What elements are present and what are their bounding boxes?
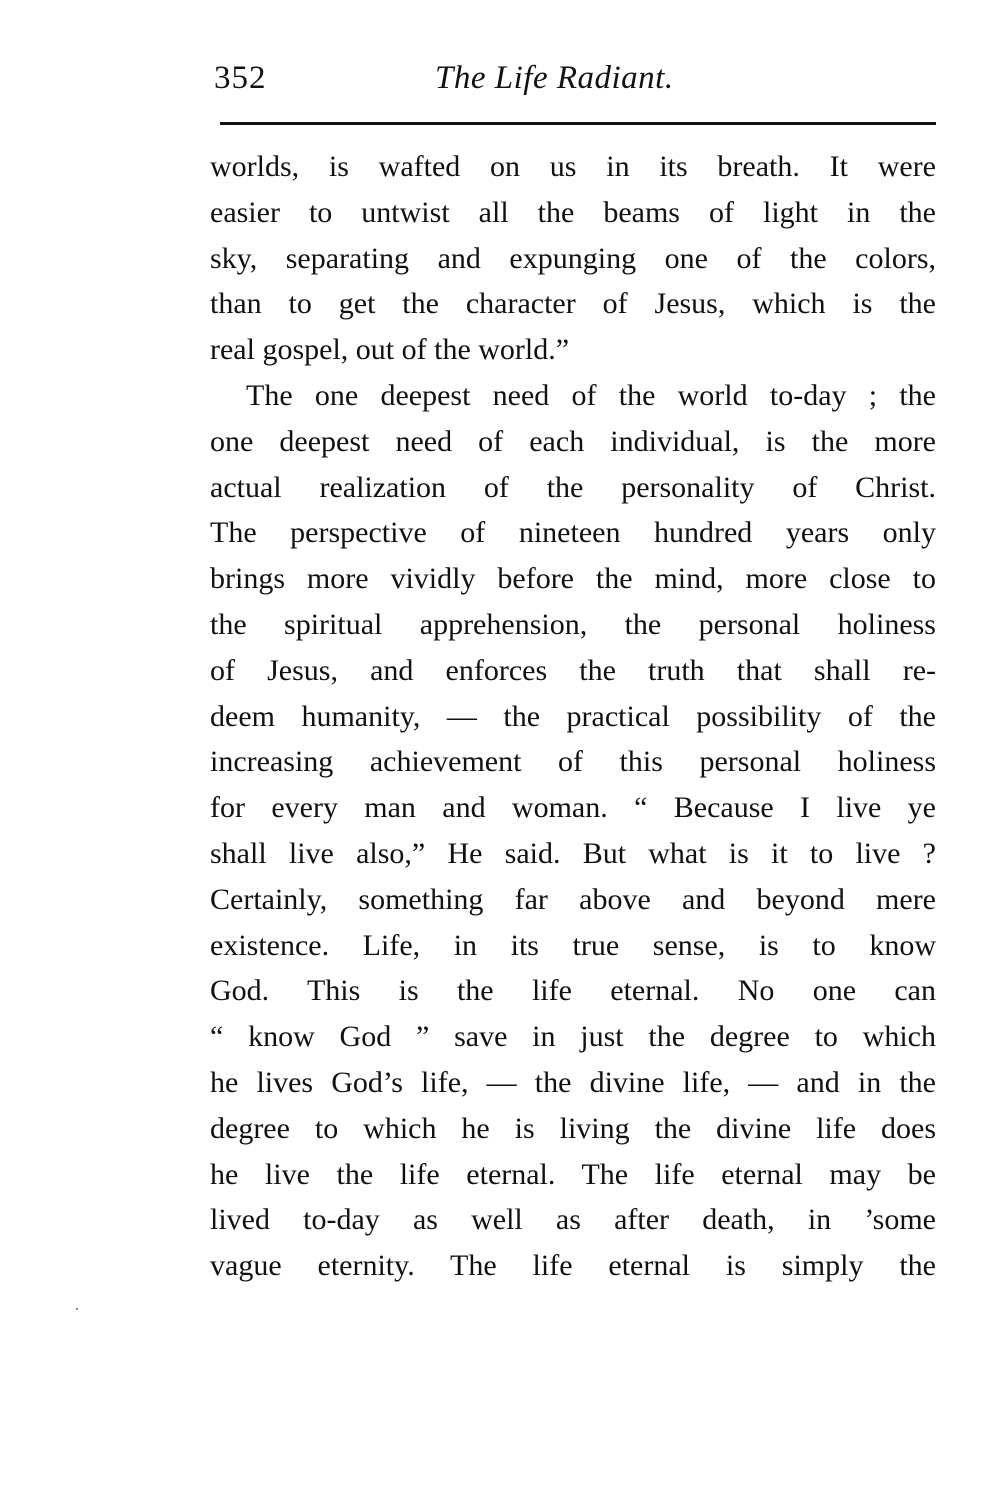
text-line: increasing achievement of this personal holiness <box>210 745 936 779</box>
text-line: The perspective of nineteen hundred years only <box>210 516 936 550</box>
text-line: easier to untwist all the beams of light in the <box>210 195 936 229</box>
running-head <box>214 58 936 108</box>
paper-speck <box>76 1308 78 1310</box>
text-line: God. This is the life eternal. No one can <box>210 974 936 1008</box>
text-line: existence. Life, in its true sense, is to know <box>210 928 936 962</box>
running-title: The Life Radiant. <box>435 60 674 96</box>
text-line: sky, separating and expunging one of the colors, <box>210 241 936 275</box>
text-line: shall live also,” He said. But what is it to live ? <box>210 836 936 870</box>
text-line: worlds, is wafted on us in its breath. It were <box>210 150 936 183</box>
text-line: actual realization of the personality of Christ. <box>210 470 936 504</box>
text-line: the spiritual apprehension, the personal holiness <box>210 607 936 641</box>
text-line: real gospel, out of the world.” <box>210 333 570 367</box>
text-line: than to get the character of Jesus, which is the <box>210 287 936 321</box>
text-line: lived to-day as well as after death, in ’some <box>210 1203 936 1237</box>
text-line: vague eternity. The life eternal is simply the <box>210 1249 936 1283</box>
text-line: brings more vividly before the mind, more close to <box>210 562 936 596</box>
text-line: Certainly, something far above and beyond mere <box>210 882 936 916</box>
text-line: deem humanity, — the practical possibility of the <box>210 699 936 733</box>
text-line: he live the life eternal. The life eternal may be <box>210 1157 936 1191</box>
text-line: he lives God’s life, — the divine life, — and in the <box>210 1065 936 1099</box>
text-line: one deepest need of each individual, is the more <box>210 424 936 458</box>
header-rule <box>220 122 936 125</box>
text-line: The one deepest need of the world to-day ; the <box>246 378 936 412</box>
text-line: “ know God ” save in just the degree to which <box>210 1020 936 1054</box>
text-line: degree to which he is living the divine life does <box>210 1111 936 1145</box>
text-line: for every man and woman. “ Because I live ye <box>210 791 936 825</box>
body-text <box>210 144 936 1289</box>
page-number: 352 <box>214 60 267 96</box>
text-line: of Jesus, and enforces the truth that shall re- <box>210 653 936 687</box>
